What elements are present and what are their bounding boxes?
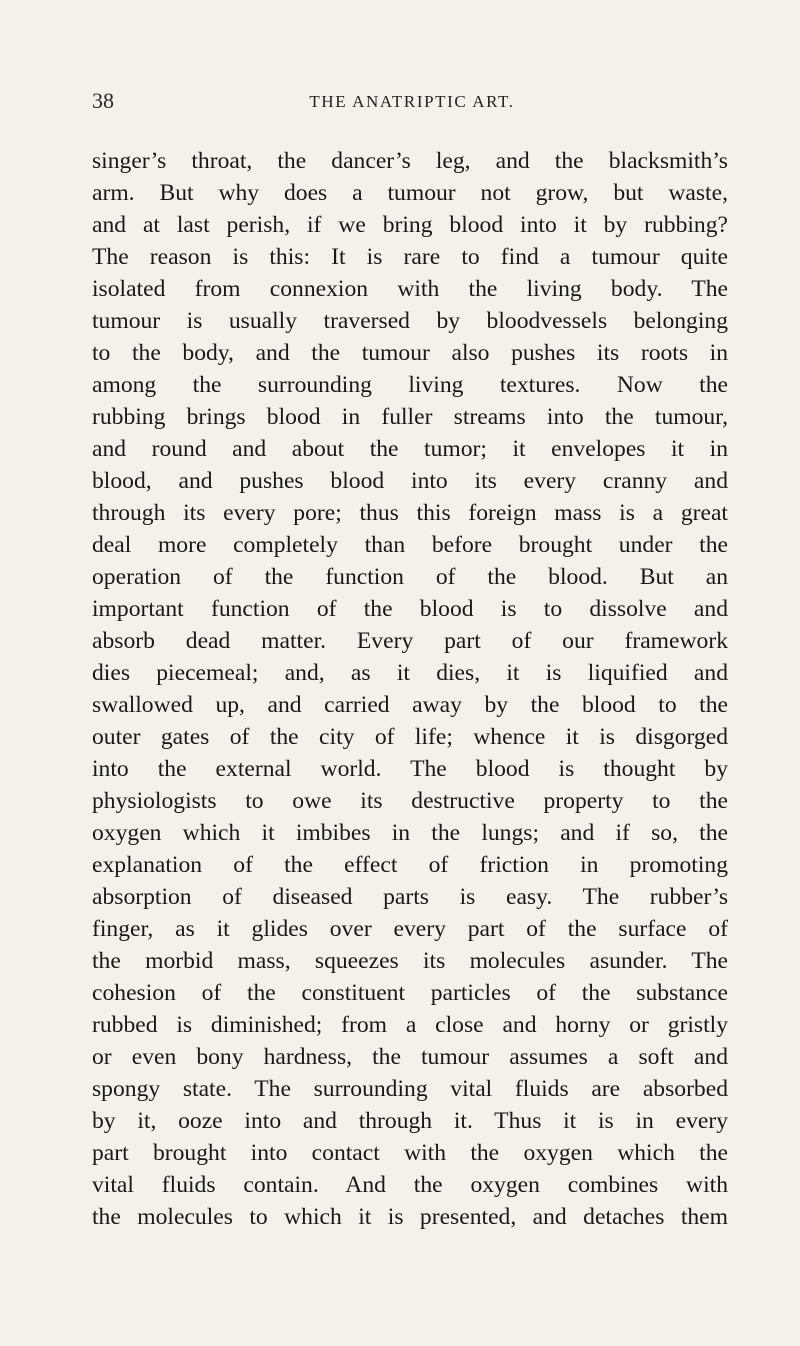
text-line: finger, as it glides over every part of the surface of (92, 916, 728, 942)
text-line: through its every pore; thus this foreign mass is a great (92, 500, 728, 526)
text-line: blood, and pushes blood into its every cranny and (92, 468, 728, 494)
body-text (92, 145, 728, 1233)
page-number: 38 (92, 88, 114, 113)
text-line: dies piecemeal; and, as it dies, it is liquified and (92, 660, 728, 686)
text-line: operation of the function of the blood. But an (92, 564, 728, 590)
text-line: tumour is usually traversed by bloodvessels belonging (92, 308, 728, 334)
text-line: and at last perish, if we bring blood into it by rubbing? (92, 212, 728, 238)
text-line: to the body, and the tumour also pushes its roots in (92, 340, 728, 366)
text-line: The reason is this: It is rare to find a tumour quite (92, 244, 728, 270)
text-line: singer’s throat, the dancer’s leg, and the blacksmith’s (92, 148, 728, 174)
text-line: important function of the blood is to dissolve and (92, 596, 728, 622)
text-line: cohesion of the constituent particles of the substance (92, 980, 728, 1006)
text-line: and round and about the tumor; it envelopes it in (92, 436, 728, 462)
text-line: isolated from connexion with the living body. The (92, 276, 728, 302)
text-line: absorption of diseased parts is easy. The rubber’s (92, 884, 728, 910)
running-title: THE ANATRIPTIC ART. (309, 92, 515, 111)
text-line: swallowed up, and carried away by the blood to the (92, 692, 728, 718)
text-line: vital fluids contain. And the oxygen combines with (92, 1172, 728, 1198)
text-line: part brought into contact with the oxygen which the (92, 1140, 728, 1166)
text-line: the morbid mass, squeezes its molecules asunder. The (92, 948, 728, 974)
text-line: deal more completely than before brought under the (92, 532, 728, 558)
text-line: by it, ooze into and through it. Thus it is in every (92, 1108, 728, 1134)
text-line: among the surrounding living textures. Now the (92, 372, 728, 398)
text-line: the molecules to which it is presented, and detaches them (92, 1204, 728, 1230)
text-line: rubbing brings blood in fuller streams into the tumour, (92, 404, 728, 430)
text-line: arm. But why does a tumour not grow, but waste, (92, 180, 728, 206)
text-line: into the external world. The blood is thought by (92, 756, 728, 782)
text-line: spongy state. The surrounding vital fluids are absorbed (92, 1076, 728, 1102)
text-line: or even bony hardness, the tumour assumes a soft and (92, 1044, 728, 1070)
text-line: explanation of the effect of friction in promoting (92, 852, 728, 878)
text-line: absorb dead matter. Every part of our framework (92, 628, 728, 654)
text-line: oxygen which it imbibes in the lungs; and if so, the (92, 820, 728, 846)
text-line: physiologists to owe its destructive property to the (92, 788, 728, 814)
running-head (92, 88, 732, 116)
text-line: outer gates of the city of life; whence it is disgorged (92, 724, 728, 750)
text-line: rubbed is diminished; from a close and horny or gristly (92, 1012, 728, 1038)
